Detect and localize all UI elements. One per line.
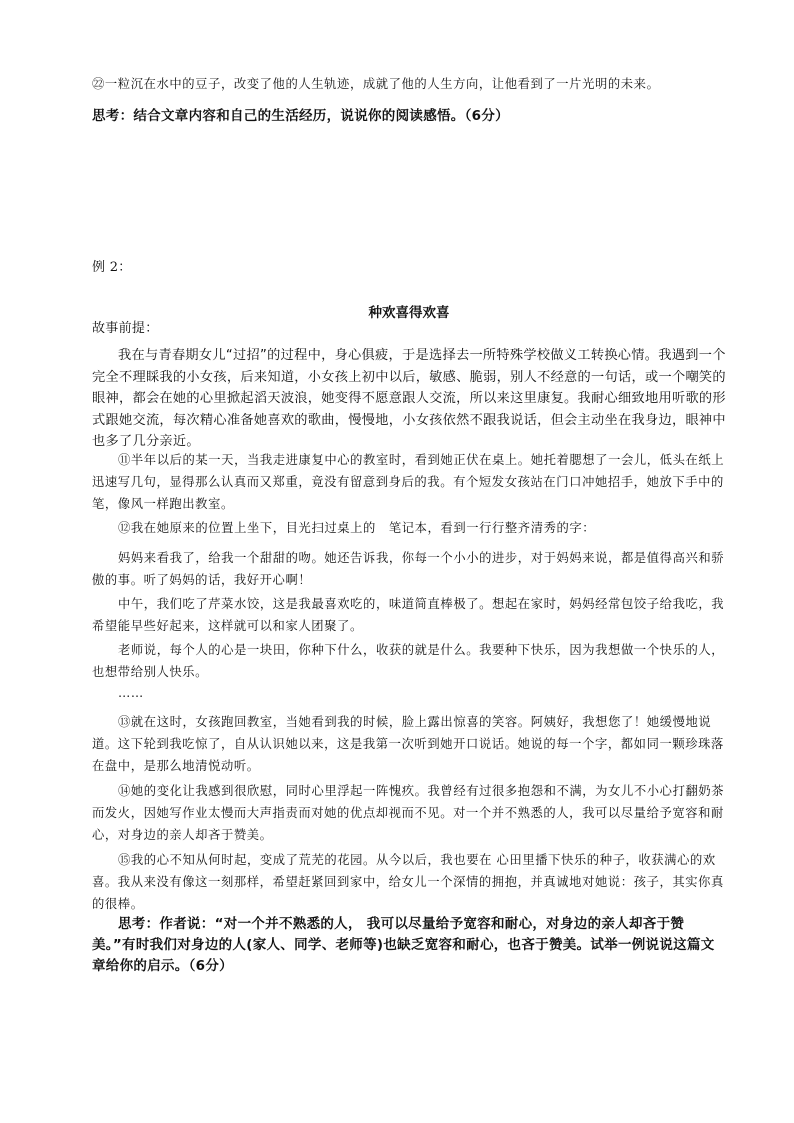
diary-entry-3: 老师说，每个人的心是一块田，你种下什么，收获的就是什么。我要种下快乐，因为我想做一个快乐的人，也想带给别人快乐。 [92,643,725,679]
paragraph-22: ㉒一粒沉在水中的豆子，改变了他的人生轨迹，成就了他的人生方向，让他看到了一片光明的未来。 [92,77,660,91]
diary-entry-2: 中午，我们吃了芹菜水饺，这是我最喜欢吃的，味道简直棒极了。想起在家时，妈妈经常包饺子给我吃，我希望能早些好起来，这样就可以和家人团聚了。 [92,597,725,633]
paragraph-15: ⑮我的心不知从何时起，变成了荒芜的花园。从今以后，我也要在 心田里播下快乐的种子，收获满心的欢喜。我从来没有像这一刻那样，希望赶紧回到家中，给女儿一个深情的拥抱，并真诚地对她说：孩子，其实你真的很棒。 [92,853,724,911]
paragraph-11: ⑪半年以后的某一天，当我走进康复中心的教室时，看到她正伏在桌上。她托着腮想了一会儿，低头在纸上迅速写几句，显得那么认真而又郑重，竟没有留意到身后的我。有个短发女孩站在门口冲她招手，她放下手中的笔，像风一样跑出教室。 [92,453,725,511]
question-1: 思考：结合文章内容和自己的生活经历，说说你的阅读感悟。（6分） [92,108,509,124]
paragraph-13: ⑬就在这时，女孩跑回教室，当她看到我的时候，脸上露出惊喜的笑容。阿姨好，我想您了！她缓慢地说道。这下轮到我吃惊了，自从认识她以来，这是我第一次听到她开口说话。她说的每一个字，都如同一颗珍珠落在盘中，是那么地清悦动听。 [92,715,724,773]
premise-label: 故事前提： [92,321,159,336]
question-2: 思考：作者说：“对一个并不熟悉的人， 我可以尽量给予宽容和耐心，对身边的亲人却吝于赞美。”有时我们对身边的人(家人、同学、老师等)也缺乏宽容和耐心，也吝于赞美。试举一例说说这篇文章给你的启示。（6分） [92,916,715,974]
ellipsis: …… [118,686,144,700]
paragraph-14: ⑭她的变化让我感到很欣慰，同时心里浮起一阵愧疚。我曾经有过很多抱怨和不满，为女儿不小心打翻奶茶而发火，因她写作业太慢而大声指责而对她的优点却视而不见。对一个并不熟悉的人，我可以尽量给予宽容和耐心，对身边的亲人却吝于赞美。 [92,784,725,842]
example-label: 例 2： [92,260,132,275]
article-title: 种欢喜得欢喜 [368,304,450,321]
diary-entry-1: 妈妈来看我了，给我一个甜甜的吻。她还告诉我，你每一个小小的进步，对于妈妈来说，都是值得高兴和骄傲的事。听了妈妈的话，我好开心啊！ [92,551,725,587]
premise-text: 我在与青春期女儿“过招”的过程中，身心俱疲，于是选择去一所特殊学校做义工转换心情。我遇到一个完全不理睬我的小女孩，后来知道，小女孩上初中以后，敏感、脆弱，别人不经意的一句话，或一个嘲笑的眼神，都会在她的心里掀起滔天波浪，她变得不愿意跟人交流，所以来这里康复。我耐心细致地用听歌的形式跟她交流，每次精心准备她喜欢的歌曲，慢慢地，小女孩依然不跟我说话，但会主动坐在我身边，眼神中也多了几分亲近。 [92,348,726,449]
paragraph-12: ⑫我在她原来的位置上坐下，目光扫过桌上的 笔记本，看到一行行整齐清秀的字： [118,521,596,535]
